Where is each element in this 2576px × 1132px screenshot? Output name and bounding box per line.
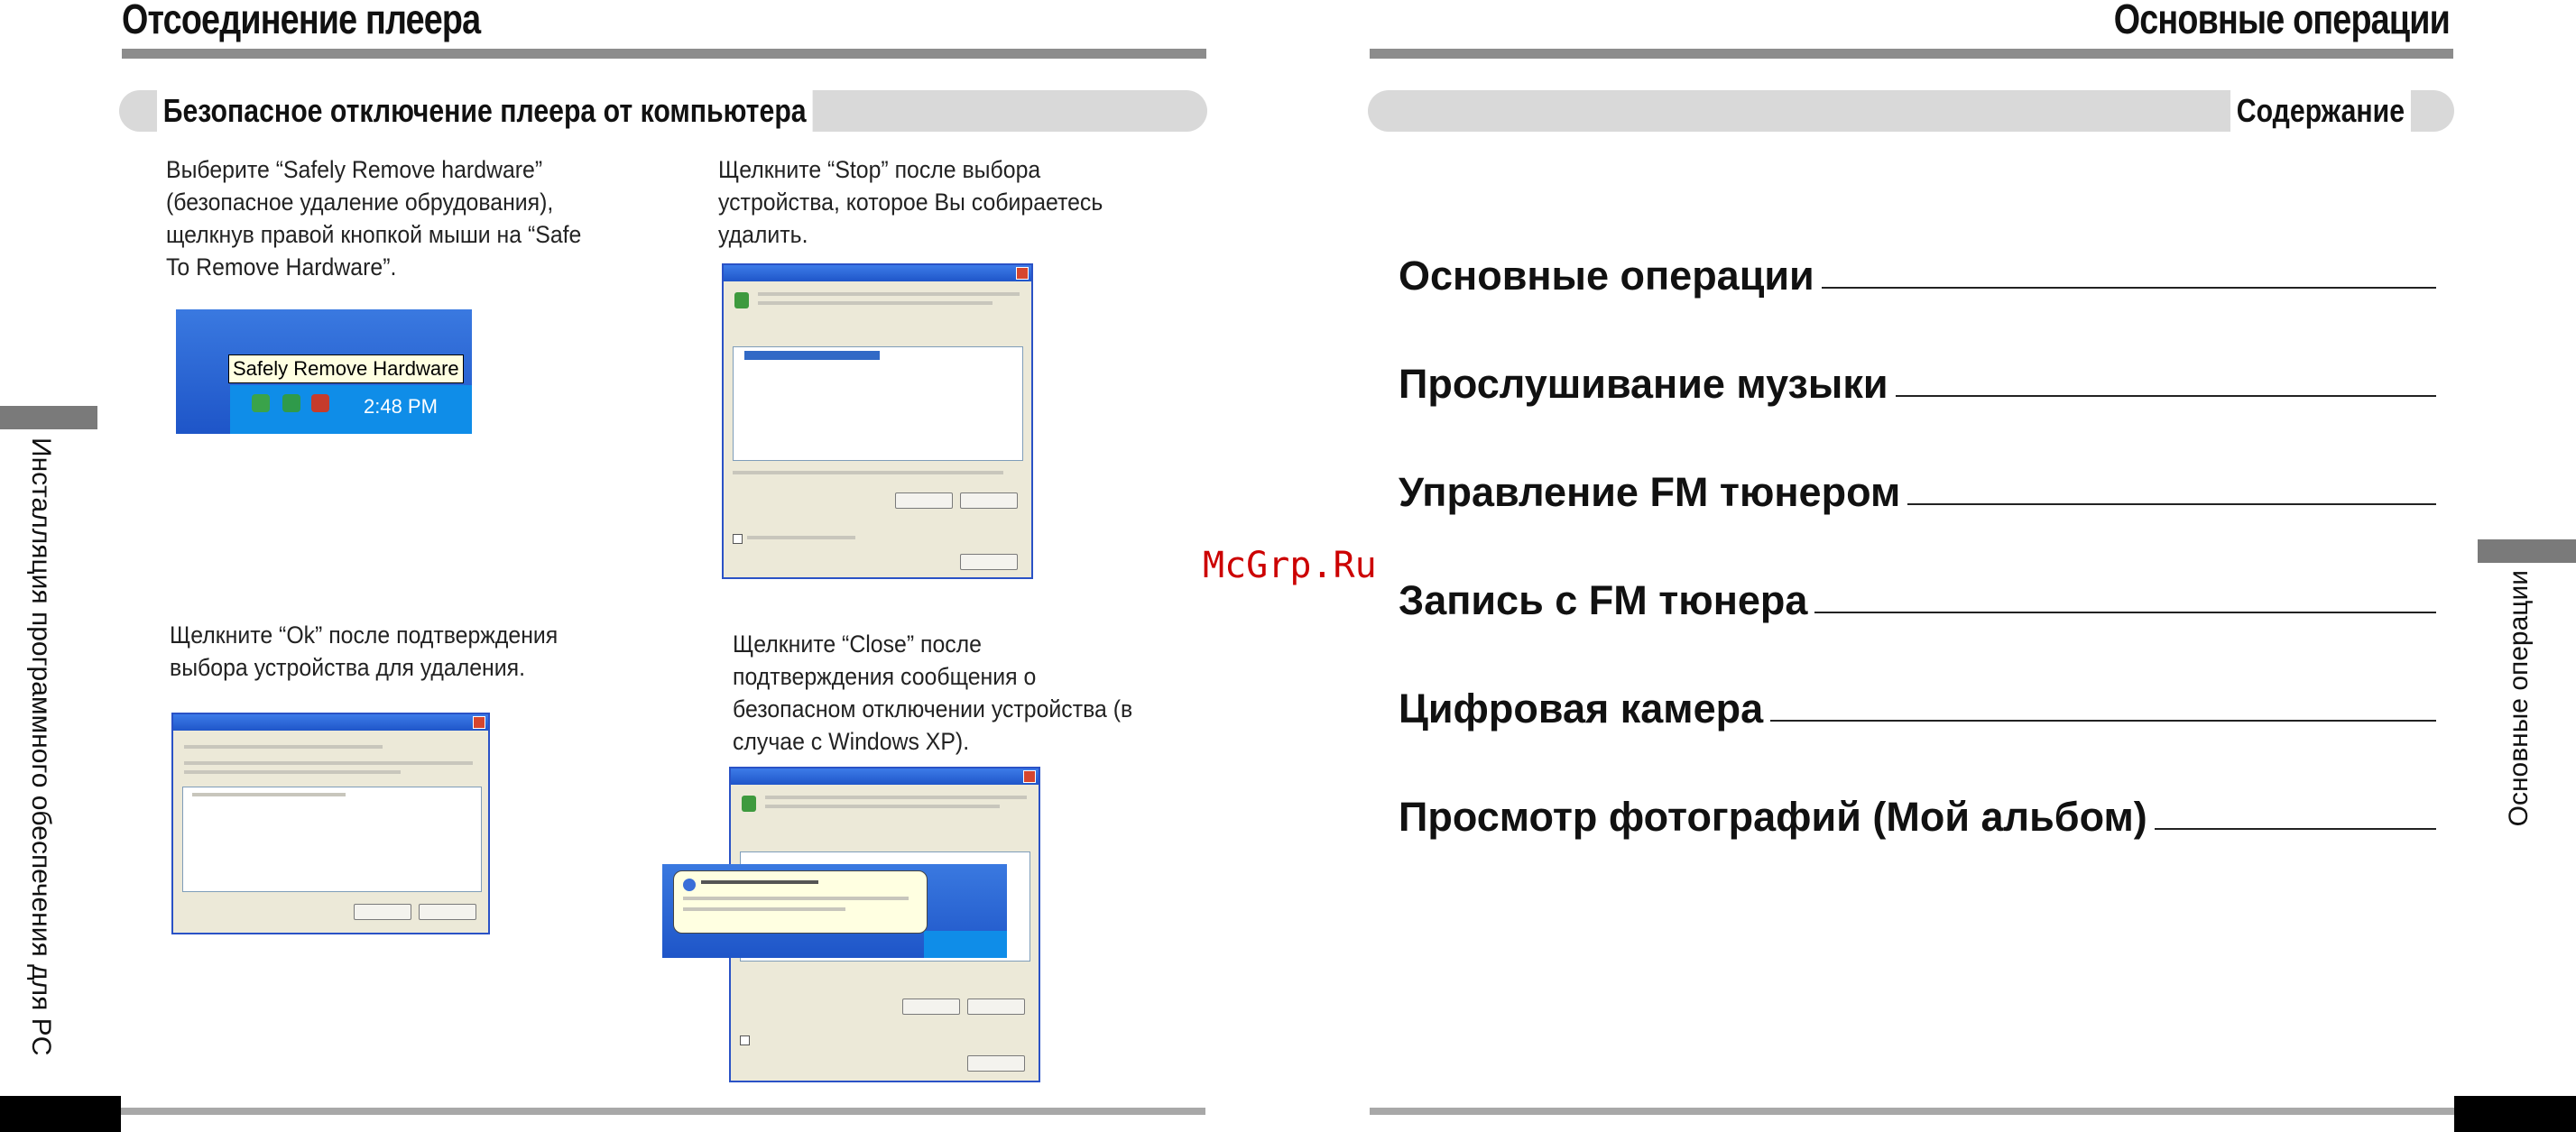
cancel-button[interactable] [419, 904, 476, 920]
network-tray-icon[interactable] [282, 394, 300, 412]
stop-device-dialog [171, 713, 490, 934]
toc-item[interactable] [1399, 245, 2436, 299]
toc-item[interactable] [1399, 787, 2436, 841]
toc-leader-line [1907, 503, 2436, 505]
toc-item[interactable] [1399, 570, 2436, 624]
left-header-rule [122, 49, 1206, 59]
step-1-text: Выберите “Safely Remove hardware” (безопасное удаление обрудования), щелкнув правой кнопкой мыши на “Safe To Remove Hardware”. [166, 156, 582, 281]
toc-item[interactable] [1399, 462, 2436, 516]
tray-clock: 2:48 PM [364, 395, 438, 418]
toc-leader-line [1822, 287, 2436, 289]
toc-leader-line [1770, 720, 2436, 722]
left-footer-block [0, 1096, 121, 1132]
toc-leader-line [2155, 828, 2436, 830]
properties-button-2[interactable] [902, 999, 960, 1015]
close-button-2[interactable] [967, 1055, 1025, 1072]
right-side-tab [2478, 539, 2576, 563]
usb-tray-icon[interactable] [252, 394, 270, 412]
toc-label: Прослушивание музыки [1399, 361, 1888, 407]
info-icon [683, 879, 696, 891]
stop-button-2[interactable] [967, 999, 1025, 1015]
display-components-checkbox-2[interactable] [740, 1035, 750, 1045]
left-side-label: Инсталляция программного обеспечения для PC [26, 437, 56, 1056]
stop-button[interactable] [960, 492, 1018, 509]
toc-label: Цифровая камера [1399, 686, 1764, 732]
right-section-title: Содержание [2230, 90, 2411, 132]
right-page-title: Основные операции [2113, 0, 2450, 42]
left-page-title: Отсоединение плеера [122, 0, 481, 42]
safely-remove-dialog [722, 263, 1033, 579]
toc-label: Основные операции [1399, 253, 1814, 299]
hardware-icon-2 [742, 796, 756, 812]
close-icon[interactable] [1016, 267, 1029, 280]
left-footer-rule [121, 1108, 1205, 1115]
left-section-title: Безопасное отключение плеера от компьютера [157, 90, 812, 132]
toc-label: Просмотр фотографий (Мой альбом) [1399, 794, 2147, 840]
right-footer-block [2454, 1096, 2576, 1132]
toc-label: Запись с FM тюнера [1399, 577, 1808, 623]
close-icon[interactable] [1023, 770, 1036, 783]
dialog-2-title-bar [731, 768, 1039, 785]
properties-button[interactable] [895, 492, 953, 509]
safely-remove-hardware-icon[interactable] [311, 394, 329, 412]
left-side-tab [0, 406, 97, 429]
safely-remove-tooltip: Safely Remove Hardware [228, 354, 464, 383]
close-icon[interactable] [473, 716, 485, 729]
toc-leader-line [1896, 395, 2436, 397]
device-list[interactable] [733, 346, 1023, 461]
taskbar-screenshot [176, 309, 472, 434]
step-4-text: Щелкните “Close” после подтверждения сообщения о безопасном отключении устройства (в случае с Windows XP). [733, 630, 1133, 755]
safe-to-remove-balloon [673, 870, 928, 934]
step-2-text: Щелкните “Stop” после выбора устройства, которое Вы собираетесь удалить. [718, 156, 1103, 248]
display-components-checkbox[interactable] [733, 534, 743, 544]
dialog-title-bar [724, 265, 1031, 281]
right-header-rule [1370, 49, 2453, 59]
toc-leader-line [1814, 612, 2436, 613]
ok-button[interactable] [354, 904, 411, 920]
toc-label: Управление FM тюнером [1399, 469, 1901, 515]
right-footer-rule [1370, 1108, 2454, 1115]
close-button[interactable] [960, 554, 1018, 570]
stop-device-list[interactable] [182, 787, 482, 892]
toc-item[interactable] [1399, 354, 2436, 408]
selected-device-row[interactable] [744, 351, 880, 360]
stop-dialog-title-bar [173, 714, 488, 731]
right-section-bar [1368, 90, 2454, 132]
watermark: McGrp.Ru [1203, 545, 1377, 586]
right-side-label: Основные операции [2504, 570, 2534, 827]
step-3-text: Щелкните “Ok” после подтверждения выбора устройства для удаления. [170, 621, 559, 681]
left-section-bar [119, 90, 1207, 132]
hardware-icon [734, 292, 749, 308]
toc-item[interactable] [1399, 678, 2436, 732]
